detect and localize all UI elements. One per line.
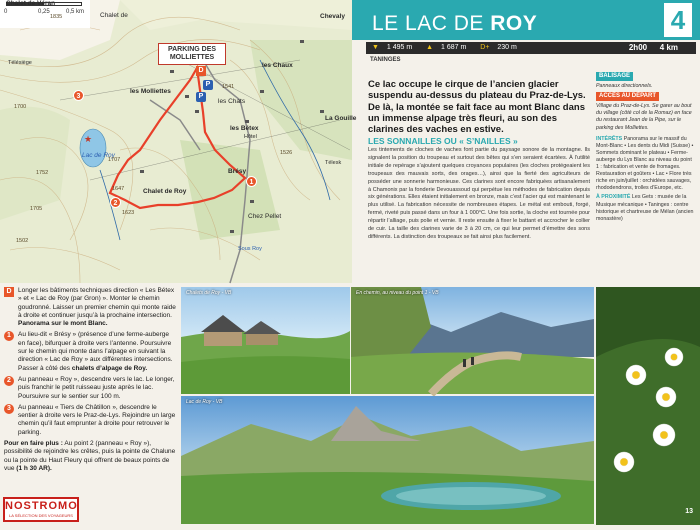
map-label: Chez Pellet (248, 213, 282, 220)
publisher-logo (3, 497, 79, 522)
duration: 2h00 (628, 43, 648, 52)
direction-step-3: 3 Au panneau « Tiers de Châtillon », descendre le sentier à droite vers le Praz-de-Lys. Rejoindre un large chemin qu’il faut emprunter à droite pour retrouver le parking. (4, 404, 176, 437)
photo-caption: Chalets de Roy - VB (186, 290, 232, 296)
chalets-photo-image (181, 287, 350, 394)
down-triangle-icon: ▼ (372, 44, 379, 51)
acces-label: ACCÈS AU DÉPART (596, 92, 659, 101)
map-label: Hôtel (244, 134, 257, 140)
location-subtitle: TANINGES (370, 57, 401, 63)
map-label: Lac de Roy (82, 152, 115, 159)
logo-name: NOSTROMO (5, 500, 78, 512)
elevation-label: 1502 (16, 238, 29, 244)
elevation-label: 1705 (30, 206, 43, 212)
lac-photo-image (181, 396, 594, 524)
map-label: les Molliettes (130, 88, 171, 95)
distance: 4 km (659, 43, 678, 52)
page-header (352, 0, 700, 40)
photo-caption: En chemin, au niveau du point 1 - VB (356, 290, 439, 296)
map-label: Chalet de Roy (143, 188, 187, 195)
photo-caption: Lac de Roy - VB (186, 399, 223, 405)
photo-chemin (351, 287, 594, 394)
map-label: La Gouille (325, 115, 357, 122)
elevation-label: 1752 (36, 170, 49, 176)
direction-step-1: 1 Au lieu-dit « Brésy » (présence d’une ferme-auberge en face), bifurquer à droite vers l’antenne. Poursuivre sur le chemin qui monte dans l’alpage en suivant la direction « Lac de Roy » aux différentes intersections. Passer à côté des chalets d’alpage de Roy. (4, 331, 176, 372)
step-1-marker: 1 (4, 331, 14, 341)
info-sidebar (596, 70, 696, 223)
direction-step-2: 2 Au panneau « Roy », descendre vers le lac. Le longer, puis franchir le petit ruisseau juste après le lac. Poursuivre sur le sentier sur 100 m. (4, 376, 176, 401)
elevation-label: 1541 (222, 84, 235, 90)
logo-tagline: LA SÉLECTION DES VOYAGEURS (9, 513, 73, 518)
elevation-label: 1835 (50, 14, 63, 20)
elevation-max: ▲ 1 687 m (426, 44, 467, 51)
waypoint-1-marker[interactable]: 1 (246, 176, 257, 187)
photo-lac (181, 396, 594, 524)
elevation-label: 1623 (122, 210, 135, 216)
directions-column (4, 287, 176, 476)
trail-map[interactable] (0, 0, 357, 283)
elevation-label: 1647 (112, 186, 125, 192)
scale-label-05: 0,5 km (66, 9, 85, 15)
map-label: Télésiège (8, 60, 32, 66)
route-stats-bar (366, 42, 696, 54)
parking-marker-2[interactable]: P (196, 92, 206, 102)
pour-en-faire-plus: Pour en faire plus : Au point 2 (panneau « Roy »), possibilité de rejoindre les crêtes, puis la pointe de Chalune ou la pointe du Haut Fleury qui offrent de beaux points de vue (1 h 30 AR). (4, 440, 176, 472)
parking-label (158, 43, 226, 65)
map-label: Chalet de Véran (6, 0, 56, 7)
chemin-photo-image (351, 287, 594, 394)
map-label: Brésy (228, 168, 247, 175)
page-number: 13 (685, 508, 693, 515)
proximite-text: Les Gets : musée de la Musique mécanique • Taninges : centre historique et chartreuse de Mélan (ancien monastère) (596, 194, 694, 222)
scale-label-0: 0 (4, 9, 8, 15)
waypoint-2-marker[interactable]: 2 (110, 197, 121, 208)
section-heading: LES SONNAILLES OU « S’NAILLES » (368, 136, 518, 146)
flowers-photo-image (596, 287, 700, 525)
map-label: Sous Roy (238, 246, 262, 252)
elevation-label: 1526 (280, 150, 293, 156)
start-marker[interactable]: D (196, 66, 206, 76)
photo-chalets (181, 287, 350, 394)
title-prefix: LE LAC DE (372, 12, 484, 35)
scale-label-025: 0,25 (38, 9, 50, 15)
elevation-gain: D+ 230 m (480, 44, 517, 51)
map-label: Télesk (325, 160, 342, 166)
interets-text: Panorama sur le massif du Mont-Blanc • Les dents du Midi (Suisse) • Sommets dominant le plateau • Ferme-auberge du Lys Blanc au niveau du point 1 : fabrication et vente de fromages. Restauration et goûters • Lac • Flore très riche en juin/juillet : orchidées sauvages, rhododendrons, trolles d’Europe, etc. (596, 135, 694, 192)
elevation-min: ▼ 1 495 m (372, 44, 413, 51)
elevation-label: 1700 (14, 104, 27, 110)
map-label: Chalet de (100, 12, 128, 19)
interets-label: INTÉRÊTS (596, 135, 623, 142)
title-main: ROY (490, 12, 538, 35)
parking-marker[interactable]: P (203, 80, 213, 90)
map-label: les Chaux (262, 62, 293, 69)
map-label: les Bétex (230, 125, 259, 132)
parking-label-text: PARKING DES MOLLIETTES (167, 46, 217, 61)
gain-icon: D+ (480, 44, 490, 51)
direction-step-d: D Longer les bâtiments techniques direction « Les Bétex » et « Lac de Roy (par Gron) ». Monter le chemin goudronné. Laisser un premier chemin qui monte raide à droite et continuer jusqu’à la prochaine intersection. Panorama sur le mont Blanc. (4, 287, 176, 328)
page-title (372, 12, 537, 36)
step-d-marker: D (4, 287, 14, 297)
step-3-marker: 3 (4, 404, 14, 414)
body-paragraph: Les tintements de cloches de vaches font partie du paysage sonore de la montagne. Ils signalent la position du troupeau et surtout des bêtes qui s’en seraient écartées. À l’utilité initiale de repérage s’ajoutent quelques croyances populaires (les cloches protégeaient les troupeaux des mauvais sorts, des orages…), ainsi que la fierté des agriculteurs de posséder une sonnerie harmonieuse. Ces clarines sont encore fabriquées artisanalement à Chamonix par la fonderie Devouassoud qui perpétue les méthodes de fabrication depuis six générations. Elles étaient initialement en bronze, mais c’est l’acier qui est maintenant le plus utilisé. La fabrication nécessite de nombreuses étapes. Le métal est embouti, forgé, fermé, riveté puis passé dans un four à 1 000°C. Une fois sortie, la cloche est tournée pour répartir l’alliage, puis polie et vernie. Il reste ensuite à fixer le battant et accrocher le collier de cuir. La taille des clarines varie de 3 à 20 cm, ce qui leur permet d’émettre des sons différents. La distinction des troupeaux se fait ainsi plus facilement. (368, 147, 590, 240)
balisage-label: BALISAGE (596, 72, 633, 81)
intro-paragraph: Ce lac occupe le cirque de l’ancien glacier suspendu au-dessus du plateau du Praz-de-Lys. De là, la montée se fait face au mont Blanc dans un immense alpage très fleuri, au son des clarines des vaches en estive. (368, 79, 586, 136)
acces-text: Village du Praz-de-Lys. Se garer au bout du village (côté col de la Romaz) en face du restaurant Jean de la Pipe, sur le parking des Molliettes. (596, 103, 692, 131)
step-2-marker: 2 (4, 376, 14, 386)
balisage-text: Panneaux directionnels. (596, 83, 653, 90)
proximite-label: À PROXIMITÉ (596, 194, 631, 201)
up-triangle-icon: ▲ (426, 44, 434, 51)
route-number-badge: 4 (664, 3, 692, 37)
elevation-label: 1707 (108, 157, 121, 163)
svg-text:★: ★ (84, 135, 93, 145)
map-label: Chevaly (320, 13, 345, 20)
photo-flowers (596, 287, 700, 525)
map-label: les Chats (218, 98, 246, 105)
duration-distance (629, 42, 684, 54)
waypoint-3-marker[interactable]: 3 (73, 90, 84, 101)
